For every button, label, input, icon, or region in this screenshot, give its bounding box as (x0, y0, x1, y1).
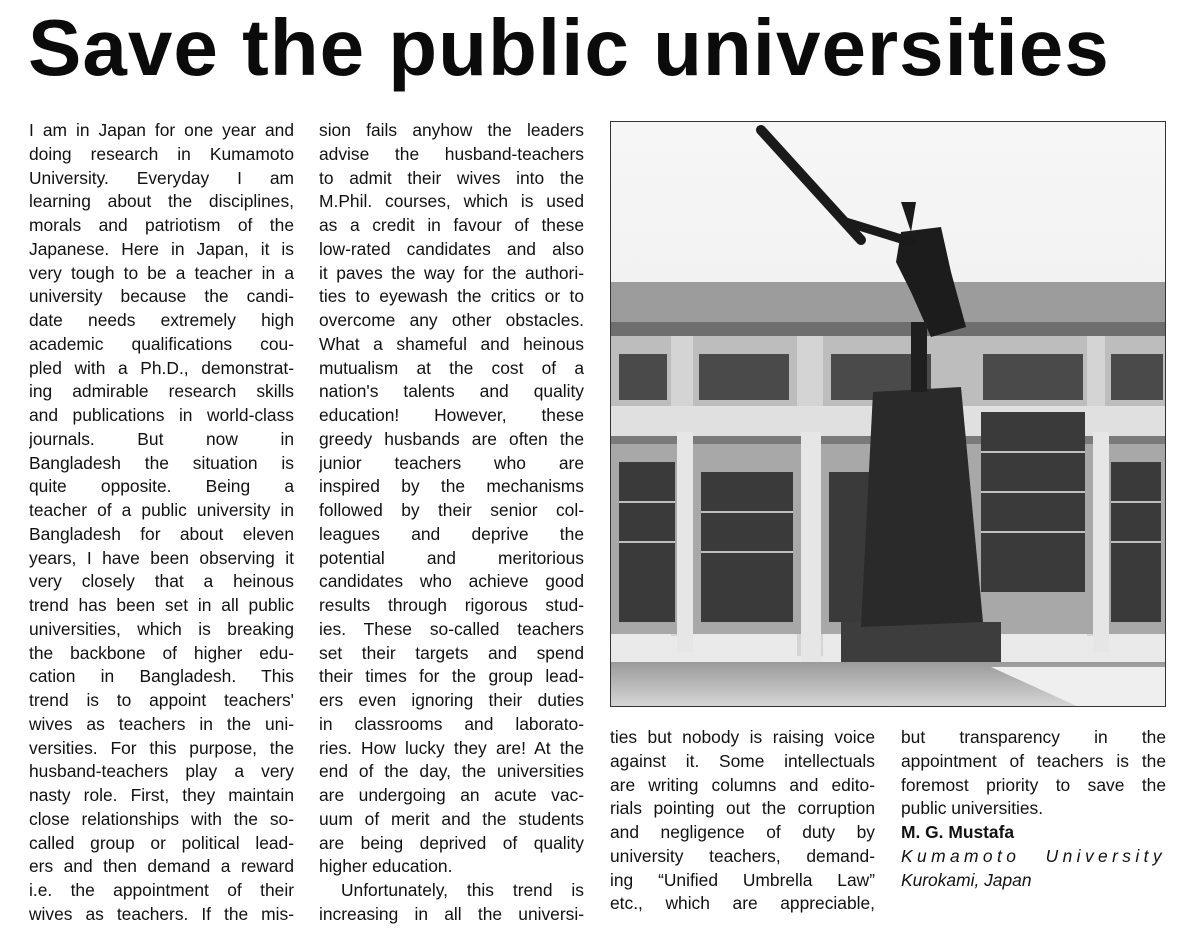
article-line: higher education. (319, 856, 453, 877)
article-line: results through rigorous stud- (319, 595, 584, 615)
article-column-2 (319, 119, 584, 927)
article-line: Bangladesh for about eleven (29, 523, 294, 544)
article-line: are writing columns and edito- (610, 774, 875, 795)
article-line: wives as teachers in the uni- (29, 713, 294, 734)
article-line: trend is to appoint teachers' (29, 690, 294, 710)
article-line: overcome any other obstacles. (319, 310, 584, 330)
article-line: candidates who achieve good (319, 571, 584, 592)
article-line: Unfortunately, this trend is (341, 880, 584, 900)
article-line: What a shameful and heinous (319, 333, 584, 354)
article-line: universities, which is breaking (29, 618, 294, 639)
article-line: Bangladesh the situation is (29, 452, 294, 473)
article-line: years, I have been observing it (29, 547, 294, 568)
article-line: nasty role. First, they maintain (29, 785, 294, 805)
article-line: public universities. (901, 798, 1044, 819)
article-line: are being deprived of quality (319, 832, 584, 853)
article-line: greedy husbands are often the (319, 428, 584, 449)
article-line: and publications in world-class (29, 405, 294, 425)
article-line: in classrooms and laborato- (319, 713, 584, 734)
article-line: husband-teachers play a very (29, 761, 294, 782)
author-location: Kurokami, Japan (901, 869, 1032, 890)
article-line: ties to eyewash the critics or to (319, 286, 584, 307)
article-line: followed by their senior col- (319, 500, 584, 520)
article-line: very tough to be a teacher in a (29, 262, 294, 283)
article-line: pled with a Ph.D., demonstrat- (29, 357, 294, 378)
article-line: advise the husband-teachers (319, 143, 584, 164)
article-line: but transparency in the (901, 727, 1166, 747)
article-line: sion fails anyhow the leaders (319, 120, 584, 140)
article-line: and negligence of duty by (610, 822, 875, 842)
author-name: M. G. Mustafa (901, 822, 1015, 842)
article-line: close relationships with the so- (29, 808, 294, 829)
author-affiliation: Kumamoto University (901, 845, 1166, 866)
article-line: it paves the way for the authori- (319, 262, 584, 283)
article-line: etc., which are appreciable, (610, 893, 875, 914)
article-line: called group or political lead- (29, 832, 294, 853)
article-line: ing “Unified Umbrella Law” (610, 869, 875, 890)
article-line: inspired by the mechanisms (319, 476, 584, 497)
article-line: against it. Some intellectuals (610, 750, 875, 771)
article-line: junior teachers who are (319, 452, 584, 473)
article-line: trend has been set in all public (29, 595, 294, 615)
article-line: leagues and deprive the (319, 523, 584, 544)
article-line: ers even ignoring their duties (319, 690, 584, 710)
article-line: very closely that a heinous (29, 571, 294, 592)
article-line: education! However, these (319, 405, 584, 425)
article-line: ers and then demand a reward (29, 856, 294, 877)
article-line: potential and meritorious (319, 547, 584, 568)
article-line: teacher of a public university in (29, 500, 294, 520)
article-line: doing research in Kumamoto (29, 143, 294, 164)
article-line: appointment of teachers is the (901, 750, 1166, 771)
article-line: morals and patriotism of the (29, 215, 294, 235)
article-line: increasing in all the universi- (319, 903, 584, 924)
article-column-1 (29, 119, 294, 927)
article-line: as a credit in favour of these (319, 215, 584, 235)
article-line: ing admirable research skills (29, 381, 294, 402)
article-column-3 (610, 726, 875, 916)
article-line: date needs extremely high (29, 310, 294, 330)
article-line: I am in Japan for one year and (29, 120, 294, 140)
article-line: rials pointing out the corruption (610, 798, 875, 819)
article-column-4 (901, 726, 1166, 892)
article-line: versities. For this purpose, the (29, 737, 294, 758)
article-line: academic qualifications cou- (29, 333, 294, 354)
article-line: to admit their wives into the (319, 167, 584, 188)
article-line: quite opposite. Being a (29, 476, 294, 497)
article-line: low-rated candidates and also (319, 238, 584, 259)
article-line: mutualism at the cost of a (319, 357, 584, 378)
article-line: their times for the group lead- (319, 666, 584, 687)
article-line: University. Everyday I am (29, 167, 294, 188)
article-line: nation's talents and quality (319, 381, 584, 402)
article-line: wives as teachers. If the mis- (29, 903, 294, 924)
headline: Save the public universities (28, 3, 1110, 92)
article-line: M.Phil. courses, which is used (319, 191, 584, 212)
article-line: uum of merit and the students (319, 808, 584, 829)
article-line: foremost priority to save the (901, 774, 1166, 795)
article-line: ies. These so-called teachers (319, 618, 584, 639)
university-building-with-statue-photo (610, 121, 1166, 707)
article-line: are undergoing an acute vac- (319, 785, 584, 805)
article-line: learning about the disciplines, (29, 191, 294, 212)
article-line: i.e. the appointment of their (29, 880, 294, 900)
article-line: the backbone of higher edu- (29, 642, 294, 663)
article-line: university teachers, demand- (610, 845, 875, 866)
article-line: end of the day, the universities (319, 761, 584, 782)
article-line: university because the candi- (29, 286, 294, 307)
article-line: journals. But now in (29, 428, 294, 449)
article-line: ries. How lucky they are! At the (319, 737, 584, 758)
article-line: ties but nobody is raising voice (610, 727, 875, 747)
article-line: set their targets and spend (319, 642, 584, 663)
article-line: Japanese. Here in Japan, it is (29, 238, 294, 259)
article-line: cation in Bangladesh. This (29, 666, 294, 687)
